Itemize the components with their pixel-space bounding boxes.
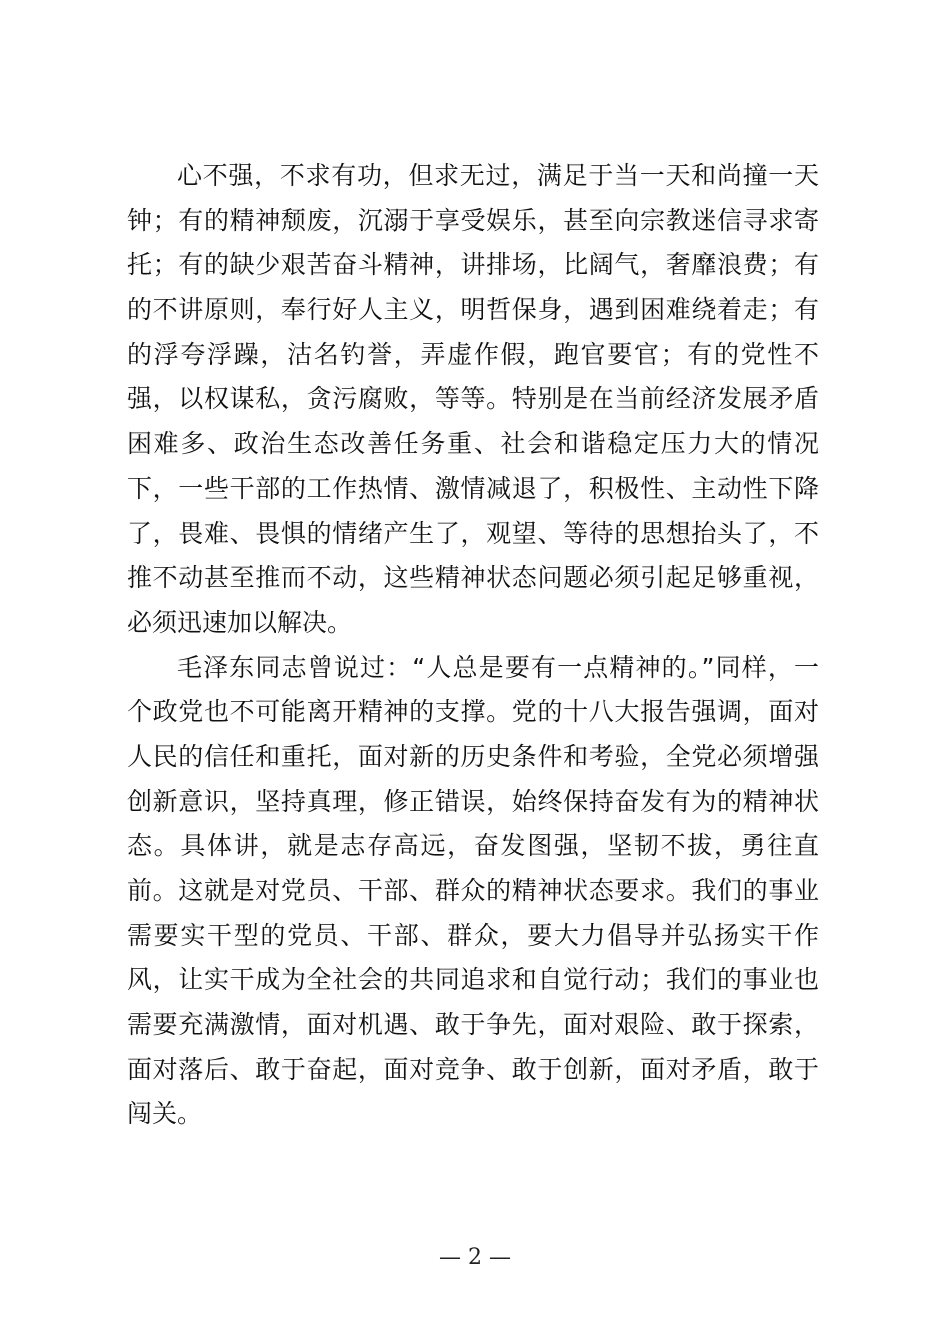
page-number: — 2 — (439, 1245, 511, 1270)
paragraph-2-line: 人民的信任和重托，面对新的历史条件和考验，全党必须增强 (127, 741, 819, 771)
paragraph-2-line: 闯关。 (127, 1099, 203, 1129)
body-text (127, 154, 819, 1137)
paragraph-2-line: 需要充满激情，面对机遇、敢于争先，面对艰险、敢于探索， (127, 1010, 819, 1040)
paragraph-2-line: 面对落后、敢于奋起，面对竞争、敢于创新，面对矛盾，敢于 (127, 1054, 819, 1084)
paragraph-1-line: 托；有的缺少艰苦奋斗精神，讲排场，比阔气，奢靡浪费；有 (127, 250, 819, 280)
paragraph-1-line: 心不强，不求有功，但求无过，满足于当一天和尚撞一天 (177, 161, 819, 190)
paragraph-2-line: 创新意识，坚持真理，修正错误，始终保持奋发有为的精神状 (127, 786, 819, 816)
paragraph-1-line: 推不动甚至推而不动，这些精神状态问题必须引起足够重视， (127, 563, 819, 593)
paragraph-2-line: 前。这就是对党员、干部、群众的精神状态要求。我们的事业 (127, 876, 819, 905)
paragraph-2-line: 需要实干型的党员、干部、群众，要大力倡导并弘扬实干作 (127, 920, 819, 950)
paragraph-1-line: 必须迅速加以解决。 (127, 607, 353, 637)
paragraph-1-line: 强，以权谋私，贪污腐败，等等。特别是在当前经济发展矛盾 (127, 384, 819, 414)
paragraph-1-line: 困难多、政治生态改善任务重、社会和谐稳定压力大的情况 (127, 429, 819, 459)
paragraph-1-line: 的不讲原则，奉行好人主义，明哲保身，遇到困难绕着走；有 (127, 295, 819, 325)
paragraph-2-line: 个政党也不可能离开精神的支撑。党的十八大报告强调，面对 (127, 697, 819, 727)
paragraph-1-line: 下，一些干部的工作热情、激情减退了，积极性、主动性下降 (127, 473, 819, 503)
paragraph-1-line: 了，畏难、畏惧的情绪产生了，观望、等待的思想抬头了，不 (127, 518, 819, 548)
paragraph-1-line: 钟；有的精神颓废，沉溺于享受娱乐，甚至向宗教迷信寻求寄 (127, 205, 819, 235)
paragraph-2-line: 态。具体讲，就是志存高远，奋发图强，坚韧不拔，勇往直 (127, 831, 819, 861)
paragraph-2-line: 毛泽东同志曾说过：“人总是要有一点精神的。”同样，一 (177, 652, 819, 682)
paragraph-1-line: 的浮夸浮躁，沽名钓誉，弄虚作假，跑官要官；有的党性不 (127, 339, 819, 369)
paragraph-2-line: 风，让实干成为全社会的共同追求和自觉行动；我们的事业也 (127, 965, 819, 995)
